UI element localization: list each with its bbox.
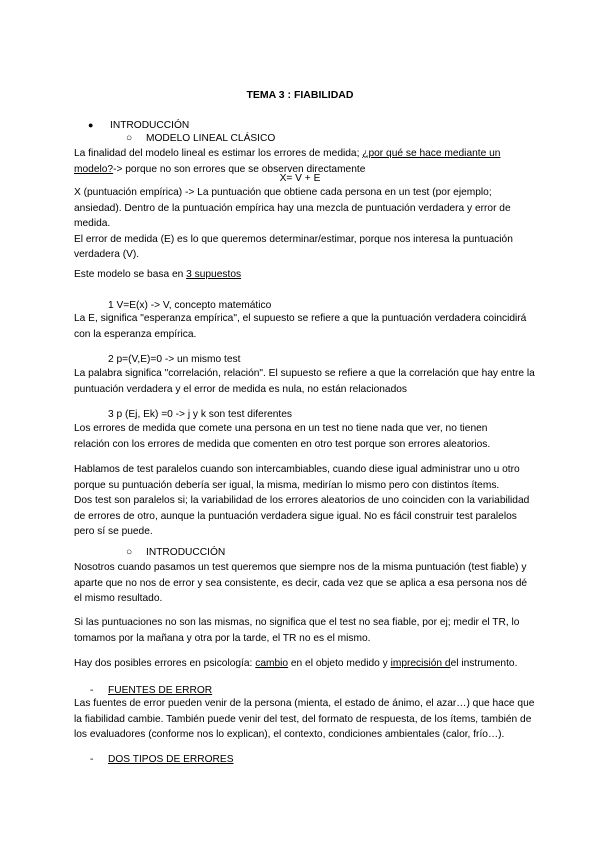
supuestos-link[interactable]: 3 supuestos <box>186 269 242 280</box>
text-line: La E, significa "esperanza empírica", el supuesto se refiere a que la puntuación verdadera coincidirá <box>74 313 527 324</box>
supuesto-1-heading: 1 V=E(x) -> V, concepto matemático <box>108 300 272 311</box>
text-line: con la esperanza empírica. <box>74 328 197 340</box>
underlined-cambio: cambio <box>255 658 289 669</box>
text-line: tomamos por la mañana y otra por la tarde, el TR no es el mismo. <box>74 632 371 644</box>
supuesto-1-body <box>74 311 534 342</box>
tipos-label: DOS TIPOS DE ERRORES <box>108 754 234 765</box>
sub2-heading: INTRODUCCIÓN <box>146 547 226 558</box>
sub2-bullet-icon: ○ <box>126 547 133 558</box>
text-span: -> porque no son errores que se observen directamente <box>113 163 366 175</box>
text-line <box>74 267 534 283</box>
text-line: medida. <box>74 218 111 229</box>
text-line: pero sí se puede. <box>74 526 153 537</box>
text-line <box>74 656 534 672</box>
text-line: porque su puntuación debería ser igual, la misma, medirían lo mismo pero con distintos ítems. <box>74 479 500 491</box>
paragraph-fiable <box>74 560 534 607</box>
text-line: relación con los errores de medida que comenten en otro test porque son errores aleatorios. <box>74 438 491 450</box>
text-line <box>74 146 534 162</box>
text-line: Dos test son paralelos si; la variabilidad de los errores aleatorios de uno coinciden con la variabilidad <box>74 495 530 506</box>
underlined-imprecision: imprecisión d <box>390 658 451 669</box>
formula: X= V + E <box>279 173 321 184</box>
text-line: el mismo resultado. <box>74 593 163 604</box>
sub1-bullet-icon: ○ <box>126 133 133 144</box>
paragraph-puntuacion <box>74 185 534 263</box>
tipos-heading <box>108 752 233 768</box>
fuentes-dash: - <box>90 685 94 696</box>
text-line: Nosotros cuando pasamos un test queremos que siempre nos de la misma puntuación (test fiable) y <box>74 562 527 573</box>
paragraph-supuestos <box>74 267 534 283</box>
text-line: Hablamos de test paralelos cuando son intercambiables, cuando diese igual administrar uno u otro <box>74 464 520 475</box>
text-line: Las fuentes de error pueden venir de la persona (mienta, el estado de ánimo, el azar…) que hace que <box>74 698 535 709</box>
text-line: de errores de otro, aunque la puntuación verdadera sigue igual. No es fácil construir test paralelos <box>74 510 517 522</box>
text-line: los evaluadores (conforme nos lo explican), el contexto, condiciones ambientales (calor, frío…). <box>74 729 505 740</box>
intro-bullet <box>88 118 93 134</box>
supuesto-3-heading: 3 p (Ej, Ek) =0 -> j y k son test diferentes <box>108 409 293 420</box>
bullet-icon: ● <box>88 120 94 130</box>
text-span: Este modelo se basa en <box>74 269 187 280</box>
text-line: aparte que no nos de error y sea consistente, es decir, cada vez que se aplica a esa persona nos dé <box>74 577 528 589</box>
supuesto-2-heading: 2 p=(V,E)=0 -> un mismo test <box>108 354 241 365</box>
text-span: el instrumento. <box>450 658 518 669</box>
text-span: La finalidad del modelo lineal es estimar los errores de medida; <box>74 148 360 159</box>
paragraph-fuentes <box>74 696 534 743</box>
text-line: La palabra significa "correlación, relación". El supuesto se refiere a que la correlación que hay entre la <box>74 368 535 379</box>
sub1-heading: MODELO LINEAL CLÁSICO <box>146 133 276 144</box>
supuesto-3-body <box>74 421 534 452</box>
underlined-question: ¿por qué se hace mediante un <box>362 148 501 159</box>
text-line: El error de medida (E) es lo que queremos determinar/estimar, porque nos interesa la puntuación <box>74 233 513 245</box>
paragraph-errores <box>74 656 534 672</box>
text-line: Los errores de medida que comete una persona en un test no tiene nada que ver, no tienen <box>74 423 488 434</box>
paragraph-test-paralelos <box>74 462 534 540</box>
text-line: la fiabilidad cambie. También puede venir del test, del formato de respuesta, de los ítems, también de <box>74 713 532 725</box>
text-line: ansiedad). Dentro de la puntuación empírica hay una mezcla de puntuación verdadera y error de <box>74 202 511 214</box>
tipos-dash: - <box>90 754 94 765</box>
text-line: Si las puntuaciones no son las mismas, no significa que el test no sea fiable, por ej; medir el TR, lo <box>74 617 520 628</box>
supuesto-2-body <box>74 366 534 397</box>
text-line: puntuación verdadera y el error de medida es nula, no están relacionados <box>74 383 408 395</box>
page-title: TEMA 3 : FIABILIDAD <box>246 89 354 101</box>
intro-heading: INTRODUCCIÓN <box>110 120 190 131</box>
text-line: verdadera (V). <box>74 249 140 260</box>
text-span: en el objeto medido y <box>288 658 391 669</box>
text-line: X (puntuación empírica) -> La puntuación que obtiene cada persona en un test (por ejemplo; <box>74 187 492 198</box>
paragraph-puntuaciones <box>74 615 534 646</box>
fuentes-label: FUENTES DE ERROR <box>108 685 213 696</box>
underlined-question-end: modelo? <box>74 163 114 175</box>
text-span: Hay dos posibles errores en psicología: <box>74 658 256 669</box>
